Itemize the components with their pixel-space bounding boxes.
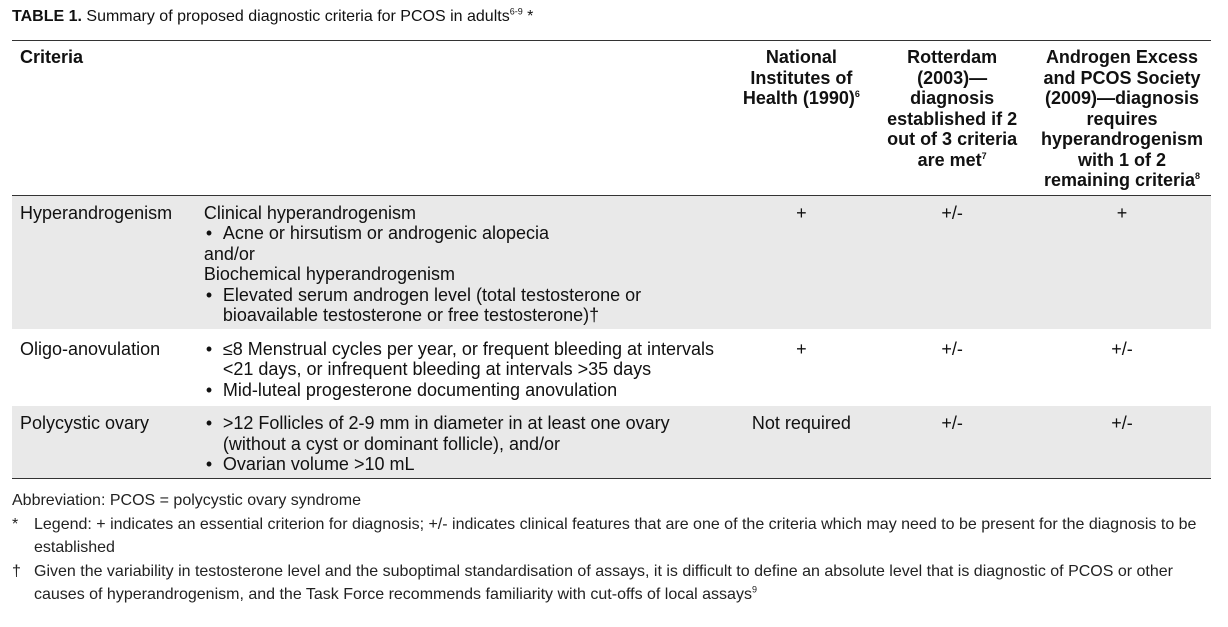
aes-header: [1033, 41, 1211, 196]
description-line: and/or: [203, 243, 255, 264]
criterion-description: [196, 405, 732, 479]
rotterdam-header: [871, 41, 1033, 196]
criterion-name: Hyperandrogenism: [12, 195, 196, 330]
table-row-polycystic-ovary: [12, 405, 1211, 479]
dagger-note: [34, 560, 1204, 606]
description-line: Clinical hyperandrogenism: [203, 202, 416, 223]
bullet-item: • Mid-luteal progesterone documenting anovulation: [204, 380, 724, 401]
criteria-table: [12, 40, 1211, 479]
nih-value: +: [732, 195, 872, 330]
criterion-name: Polycystic ovary: [12, 405, 196, 479]
description-line: Biochemical hyperandrogenism: [203, 264, 456, 284]
legend-text: Legend: + indicates an essential criterion for diagnosis; +/- indicates clinical features that are one of the criteria which may need to be present for the diagnosis to be established: [34, 516, 1197, 556]
aes-value: +/-: [1033, 330, 1211, 405]
bullet-item: • Ovarian volume >10 mL: [204, 454, 724, 475]
table-row-hyperandrogenism: [12, 195, 1211, 330]
nih-value: Not required: [732, 405, 872, 479]
caption-reference: 6-9: [509, 6, 523, 17]
rotterdam-value: +/-: [871, 195, 1033, 330]
bullet-item: • Acne or hirsutism or androgenic alopecia: [204, 223, 724, 244]
header-row: [12, 41, 1211, 196]
abbreviation-note: Abbreviation: PCOS = polycystic ovary syndrome: [12, 492, 362, 509]
dagger-footnote: [12, 560, 1204, 606]
rotterdam-value: +/-: [871, 405, 1033, 479]
bullet-item: • ≤8 Menstrual cycles per year, or frequent bleeding at intervals <21 days, or infrequent bleeding at intervals >35 days: [204, 339, 724, 380]
aes-value: +/-: [1033, 405, 1211, 479]
criterion-description: [196, 195, 732, 330]
footnote-symbol: *: [12, 516, 19, 533]
criterion-name: Oligo-anovulation: [12, 330, 196, 405]
nih-ref: 6: [854, 89, 860, 99]
aes-ref: 8: [1195, 171, 1201, 181]
nih-header-text: National Institutes of Health (1990): [742, 47, 855, 108]
dagger-ref: 9: [751, 584, 757, 595]
rotterdam-ref: 7: [981, 150, 987, 161]
table-row-oligo-anovulation: [12, 330, 1211, 405]
aes-header-text: Androgen Excess and PCOS Society (2009)—diagnosis requires hyperandrogenism with 1 of 2 remaining criteria: [1040, 47, 1203, 190]
criterion-description: [196, 330, 732, 405]
criteria-header: Criteria: [20, 47, 84, 67]
bullet-item: • >12 Follicles of 2-9 mm in diameter in at least one ovary (without a cyst or dominant follicle), and/or: [204, 413, 724, 454]
rotterdam-header-text: Rotterdam (2003)—diagnosis established if 2 out of 3 criteria are met: [887, 47, 1018, 170]
nih-value: +: [732, 330, 872, 405]
nih-header: [732, 41, 872, 196]
footnote-symbol: †: [12, 563, 21, 580]
legend-footnote: [12, 513, 1204, 559]
dagger-text: Given the variability in testosterone level and the suboptimal standardisation of assays, it is difficult to define an absolute level that is diagnostic of PCOS or other causes of hyperandrogenism, and the Task Force recommends familiarity with cut-offs of local assays: [34, 563, 1173, 603]
aes-value: +: [1033, 195, 1211, 330]
bullet-item: • Elevated serum androgen level (total testosterone or bioavailable testosterone or free testosterone)†: [204, 285, 724, 326]
caption-text: Summary of proposed diagnostic criteria for PCOS in adults: [86, 8, 510, 25]
rotterdam-value: +/-: [871, 330, 1033, 405]
table-number: TABLE 1.: [12, 8, 82, 25]
table-caption: [12, 8, 533, 26]
caption-marker: *: [522, 8, 534, 25]
